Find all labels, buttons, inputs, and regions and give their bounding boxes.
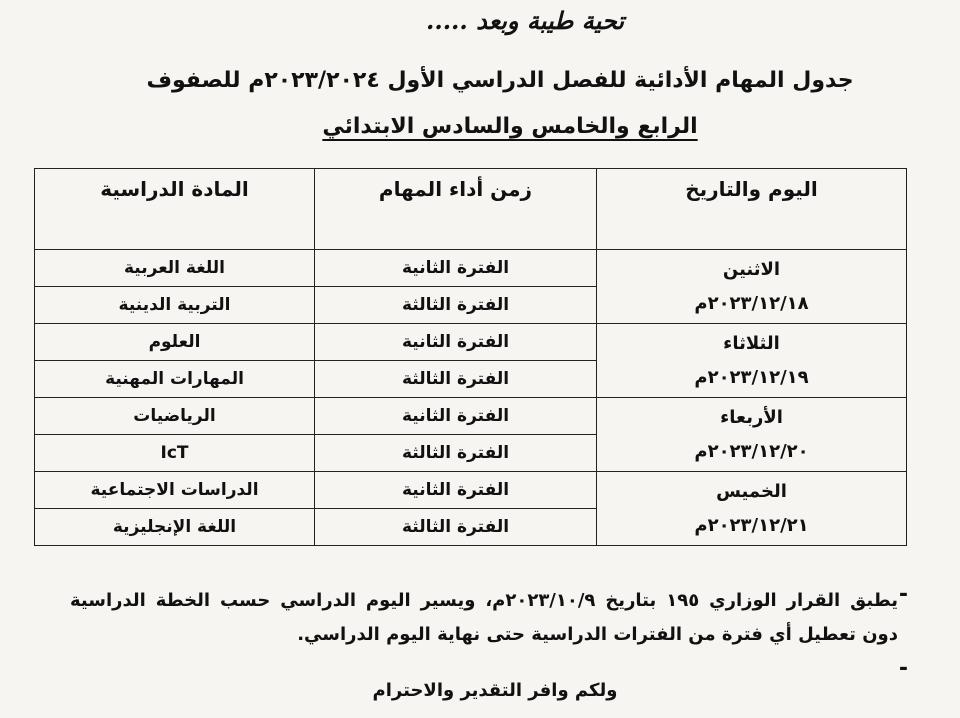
header-subject: المادة الدراسية — [35, 169, 315, 250]
header-time: زمن أداء المهام — [315, 169, 597, 250]
bullet-marker: - — [898, 656, 908, 681]
day-name: الاثنين — [722, 258, 781, 280]
day-cell — [597, 398, 907, 472]
table-row — [35, 398, 907, 435]
subject-cell: العلوم — [35, 324, 315, 361]
note-paragraph: يطبق القرار الوزاري ١٩٥ بتاريخ ٢٠٢٣/١٠/٩م، ويسير اليوم الدراسي حسب الخطة الدراسية دون تعطيل أي فترة من الفترات الدراسية حتى نهاية اليوم الدراسي. — [70, 590, 899, 645]
bullet-marker: - — [898, 582, 908, 607]
subject-cell: الرياضيات — [35, 398, 315, 435]
subject-cell: التربية الدينية — [35, 287, 315, 324]
day-cell — [597, 472, 907, 546]
document-subtitle — [0, 114, 960, 139]
subject-cell: المهارات المهنية — [35, 361, 315, 398]
table-row — [35, 472, 907, 509]
table-row — [35, 324, 907, 361]
time-cell: الفترة الثانية — [315, 398, 597, 435]
time-cell: الفترة الثالثة — [315, 509, 597, 546]
subject-cell: IcT — [35, 435, 315, 472]
day-name: الخميس — [716, 480, 787, 502]
time-cell: الفترة الثالثة — [315, 287, 597, 324]
day-date: ٢٠٢٣/١٢/١٩م — [694, 366, 809, 388]
day-cell — [597, 250, 907, 324]
subject-cell: الدراسات الاجتماعية — [35, 472, 315, 509]
time-cell: الفترة الثالثة — [315, 361, 597, 398]
time-cell: الفترة الثانية — [315, 472, 597, 509]
time-cell: الفترة الثانية — [315, 250, 597, 287]
day-date: ٢٠٢٣/١٢/٢٠م — [694, 440, 809, 462]
day-name: الأربعاء — [720, 406, 783, 428]
table-header-row — [35, 169, 907, 250]
subtitle-text: الرابع والخامس والسادس الابتدائي — [322, 114, 698, 139]
table-row — [35, 250, 907, 287]
day-date: ٢٠٢٣/١٢/٢١م — [694, 514, 809, 536]
day-name: الثلاثاء — [723, 332, 780, 354]
header-day: اليوم والتاريخ — [597, 169, 907, 250]
document-title: جدول المهام الأدائية للفصل الدراسي الأول ٢٠٢٣/٢٠٢٤م للصفوف — [146, 68, 854, 93]
subject-cell: اللغة العربية — [35, 250, 315, 287]
time-cell: الفترة الثالثة — [315, 435, 597, 472]
time-cell: الفترة الثانية — [315, 324, 597, 361]
day-date: ٢٠٢٣/١٢/١٨م — [694, 292, 809, 314]
day-cell — [597, 324, 907, 398]
subject-cell: اللغة الإنجليزية — [35, 509, 315, 546]
schedule-table — [34, 168, 907, 546]
closing-line: ولكم وافر التقدير والاحترام — [372, 680, 618, 701]
greeting: تحية طيبة وبعد ..... — [425, 6, 625, 35]
